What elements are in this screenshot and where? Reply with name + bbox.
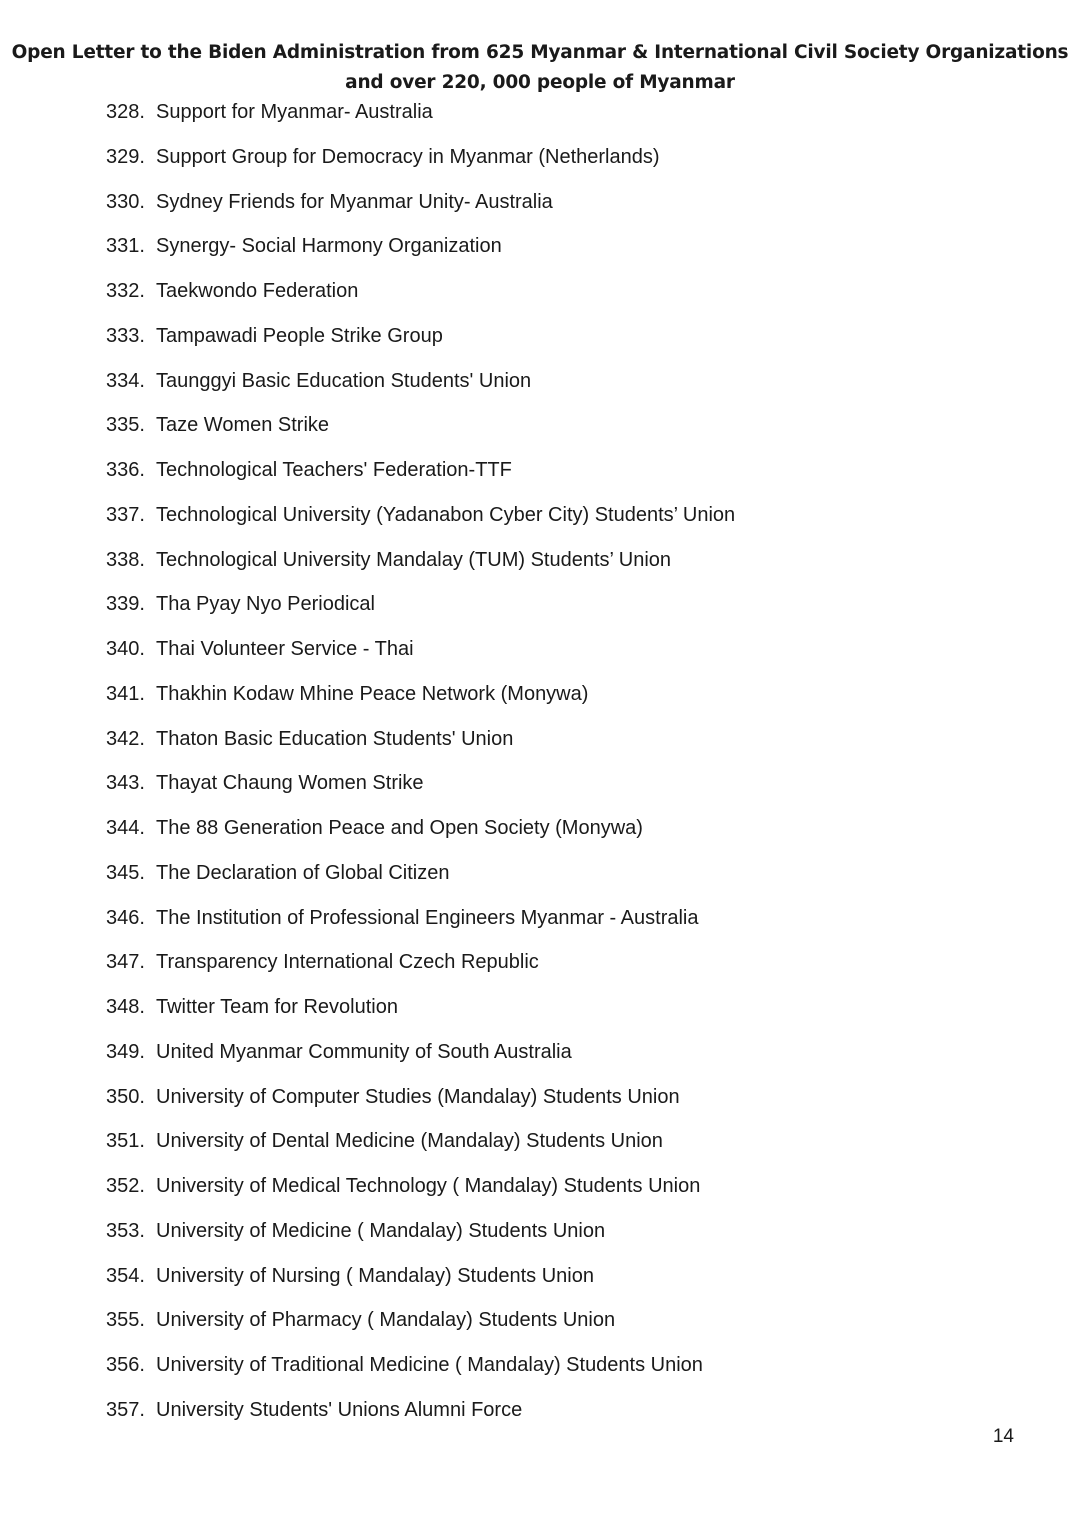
list-item	[106, 724, 735, 769]
organization-name: University of Dental Medicine (Mandalay) Students Union	[156, 1130, 663, 1153]
item-number: 342.	[106, 727, 145, 750]
item-number: 351.	[106, 1130, 145, 1153]
list-item	[106, 589, 735, 634]
list-item	[106, 813, 735, 858]
list-item	[106, 1261, 735, 1306]
item-number: 353.	[106, 1219, 145, 1242]
list-item	[106, 1395, 735, 1440]
item-number: 329.	[106, 145, 145, 168]
header-line-2: and over 220, 000 people of Myanmar	[345, 72, 735, 93]
organization-name: Technological Teachers' Federation-TTF	[156, 459, 512, 481]
organization-name: The 88 Generation Peace and Open Society (Monywa)	[156, 817, 643, 839]
list-item	[106, 1126, 735, 1171]
item-number: 346.	[106, 906, 145, 929]
organization-name: Technological University Mandalay (TUM) Students’ Union	[156, 548, 672, 571]
list-item	[106, 321, 735, 366]
organization-name: Synergy- Social Harmony Organization	[156, 235, 502, 258]
item-number: 340.	[106, 638, 145, 660]
item-number: 343.	[106, 772, 145, 795]
organization-name: Taunggyi Basic Education Students' Union	[156, 369, 532, 392]
item-number: 352.	[106, 1175, 145, 1197]
item-number: 354.	[106, 1264, 145, 1287]
item-number: 350.	[106, 1085, 145, 1108]
organization-name: University Students' Unions Alumni Force	[156, 1398, 523, 1421]
organization-name: Support for Myanmar- Australia	[156, 101, 433, 123]
organization-name: United Myanmar Community of South Australia	[156, 1040, 572, 1063]
list-item	[106, 634, 735, 679]
organization-name: Twitter Team for Revolution	[156, 996, 398, 1018]
organization-list	[106, 97, 735, 1440]
organization-name: Taze Women Strike	[156, 414, 330, 437]
list-item	[106, 366, 735, 411]
list-item	[106, 903, 735, 948]
item-number: 328.	[106, 101, 145, 123]
item-number: 345.	[106, 861, 145, 884]
list-item	[106, 500, 735, 545]
organization-name: The Institution of Professional Engineers Myanmar - Australia	[156, 906, 699, 929]
list-item	[106, 1350, 735, 1395]
item-number: 331.	[106, 235, 145, 258]
item-number: 341.	[106, 682, 145, 705]
item-number: 339.	[106, 593, 145, 616]
organization-name: University of Traditional Medicine ( Mandalay) Students Union	[156, 1354, 703, 1376]
organization-name: Tampawadi People Strike Group	[156, 324, 443, 347]
item-number: 355.	[106, 1309, 145, 1332]
organization-name: Technological University (Yadanabon Cyber City) Students’ Union	[156, 503, 736, 526]
page-number: 14	[992, 1426, 1014, 1447]
list-item	[106, 276, 735, 321]
item-number: 337.	[106, 503, 145, 526]
organization-name: Support Group for Democracy in Myanmar (Netherlands)	[156, 145, 660, 168]
organization-name: Thayat Chaung Women Strike	[156, 772, 424, 795]
list-item	[106, 1082, 735, 1127]
item-number: 333.	[106, 324, 145, 347]
item-number: 348.	[106, 996, 145, 1018]
list-item	[106, 768, 735, 813]
organization-name: Thakhin Kodaw Mhine Peace Network (Monywa)	[156, 682, 589, 705]
organization-name: Tha Pyay Nyo Periodical	[156, 593, 375, 616]
header-line-1: Open Letter to the Biden Administration from 625 Myanmar & International Civil Society Organizations	[11, 42, 1069, 63]
item-number: 357.	[106, 1398, 145, 1421]
organization-name: University of Medical Technology ( Mandalay) Students Union	[156, 1175, 701, 1197]
organization-name: University of Medicine ( Mandalay) Students Union	[156, 1219, 606, 1242]
list-item	[106, 410, 735, 455]
organization-name: University of Nursing ( Mandalay) Students Union	[156, 1264, 594, 1287]
list-item	[106, 142, 735, 187]
list-item	[106, 231, 735, 276]
organization-name: Transparency International Czech Republic	[156, 951, 539, 974]
item-number: 344.	[106, 817, 145, 839]
item-number: 330.	[106, 190, 145, 213]
list-item	[106, 679, 735, 724]
item-number: 332.	[106, 280, 145, 302]
list-item	[106, 858, 735, 903]
item-number: 336.	[106, 459, 145, 481]
organization-name: Thai Volunteer Service - Thai	[156, 638, 414, 660]
item-number: 349.	[106, 1040, 145, 1063]
list-item	[106, 545, 735, 590]
list-item	[106, 455, 735, 500]
organization-name: University of Pharmacy ( Mandalay) Students Union	[156, 1309, 616, 1332]
organization-name: University of Computer Studies (Mandalay) Students Union	[156, 1085, 680, 1108]
list-item	[106, 97, 735, 142]
list-item	[106, 1171, 735, 1216]
list-item	[106, 1216, 735, 1261]
list-item	[106, 187, 735, 232]
organization-name: The Declaration of Global Citizen	[156, 861, 450, 884]
organization-name: Thaton Basic Education Students' Union	[156, 727, 514, 750]
item-number: 334.	[106, 369, 145, 392]
item-number: 347.	[106, 951, 145, 974]
item-number: 356.	[106, 1354, 145, 1376]
list-item	[106, 1305, 735, 1350]
document-header	[0, 38, 1080, 98]
list-item	[106, 992, 735, 1037]
list-item	[106, 947, 735, 992]
organization-name: Taekwondo Federation	[156, 280, 359, 302]
item-number: 338.	[106, 548, 145, 571]
list-item	[106, 1037, 735, 1082]
item-number: 335.	[106, 414, 145, 437]
organization-name: Sydney Friends for Myanmar Unity- Australia	[156, 190, 553, 213]
